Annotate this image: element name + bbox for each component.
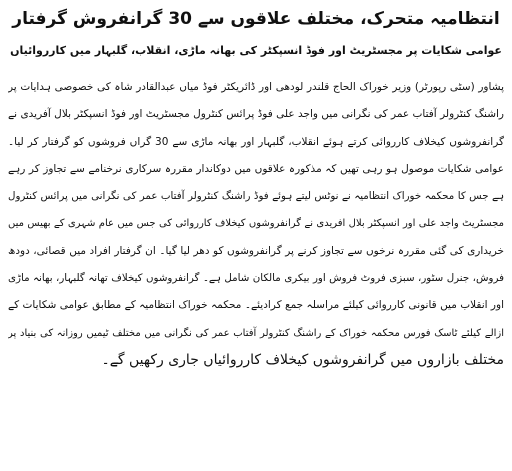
subheadline: عوامی شکایات پر مجسٹریٹ اور فوڈ انسپکٹر کی بھانہ ماڑی، انقلاب، گلبہار میں کارروائیاں bbox=[10, 44, 502, 57]
body-line: اور انقلاب میں قانونی کارروائی کیلئے مراسلہ جمع کرادیئے۔ محکمہ خوراک انتظامیہ کے مطابق عوامی شکایات کے bbox=[8, 299, 504, 312]
article-body bbox=[8, 74, 504, 374]
body-line: ازالے کیلئے ٹاسک فورس محکمہ خوراک کے راشنگ کنٹرولر آفتاب عمر کی نگرانی میں مختلف ٹیمیں روزانہ کی بنیاد پر bbox=[8, 327, 504, 339]
body-line: گرانفروشوں کیخلاف کارروائی کرتے ہوئے انقلاب، گلبہار اور بھانہ ماڑی سے 30 گراں فروشوں کو گرفتار کر لیا۔ bbox=[8, 135, 504, 148]
body-line: راشنگ کنٹرولر آفتاب عمر کی نگرانی میں واجد علی فوڈ پرائس کنٹرول مجسٹریٹ اور فوڈ انسپکٹر بلال آفریدی نے bbox=[8, 108, 504, 121]
body-line: مختلف بازاروں میں گرانفروشوں کیخلاف کارروائیاں جاری رکھیں گے۔ bbox=[101, 351, 504, 368]
body-line: مجسٹریٹ واجد علی اور انسپکٹر بلال افریدی نے گرانفروشوں کیخلاف کارروائی کی جس میں عام شہری کے بھیس میں bbox=[8, 218, 504, 230]
body-line: عوامی شکایات موصول ہو رہی تھیں کہ مذکورہ علاقوں میں دوکاندار مقررہ سرکاری نرخنامے سے تجاوز کر رہے bbox=[8, 162, 504, 175]
body-line: خریداری کی گئی مقررہ نرخوں سے تجاوز کرنے پر گرانفروشوں کو دھر لیا گیا۔ ان گرفتار افراد میں قصائی، دودھ bbox=[8, 244, 504, 257]
body-line: پشاور (سٹی رپورٹر) وزیر خوراک الحاج قلندر لودھی اور ڈائریکٹر فوڈ میاں عبدالقادر شاہ کی خصوصی ہدایات پر bbox=[8, 81, 504, 93]
body-line: ہے جس کا محکمہ خوراک انتظامیہ نے نوٹس لیتے ہوئے فوڈ راشنگ کنٹرولر آفتاب عمر کی نگرانی میں پرائس کنٹرول bbox=[8, 190, 504, 203]
body-line: فروش، جنرل سٹور، سبزی فروٹ فروش اور بیکری مالکان شامل ہے۔ گرانفروشوں کیخلاف تھانہ گلبہار، بھانہ ماڑی bbox=[8, 272, 504, 285]
headline: انتظامیہ متحرک، مختلف علاقوں سے 30 گرانفروش گرفتار bbox=[12, 9, 500, 29]
